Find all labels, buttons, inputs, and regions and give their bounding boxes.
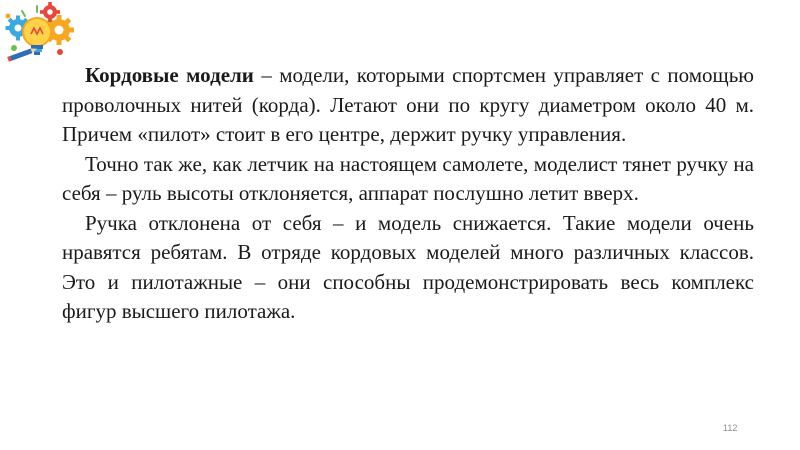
paragraph-text: – модели, которыми спортсмен управляет с помощью проволочных нитей (корда). Летают они по кругу диаметром около 40 м. Причем «пилот» стоит в его центре, держит ручку управления. bbox=[62, 63, 754, 146]
paragraph-pilot-analogy bbox=[62, 150, 754, 209]
page-number: 112 bbox=[723, 423, 738, 433]
paragraph-text: Точно так же, как летчик на настоящем самолете, моделист тянет ручку на себя – руль высоты отклоняется, аппарат послушно летит вверх. bbox=[62, 151, 754, 205]
paragraph-text: Ручка отклонена от себя – и модель снижается. Такие модели очень нравятся ребятам. В отряде кордовых моделей много различных классов. Это и пилотажные – они способны продемонстрировать весь комплекс фигур высшего пилотажа. bbox=[62, 210, 754, 323]
paragraph-model-classes bbox=[62, 209, 754, 327]
term-cord-models: Кордовые модели bbox=[85, 63, 254, 87]
text-body bbox=[62, 61, 754, 327]
paragraph-cord-models bbox=[62, 61, 754, 150]
